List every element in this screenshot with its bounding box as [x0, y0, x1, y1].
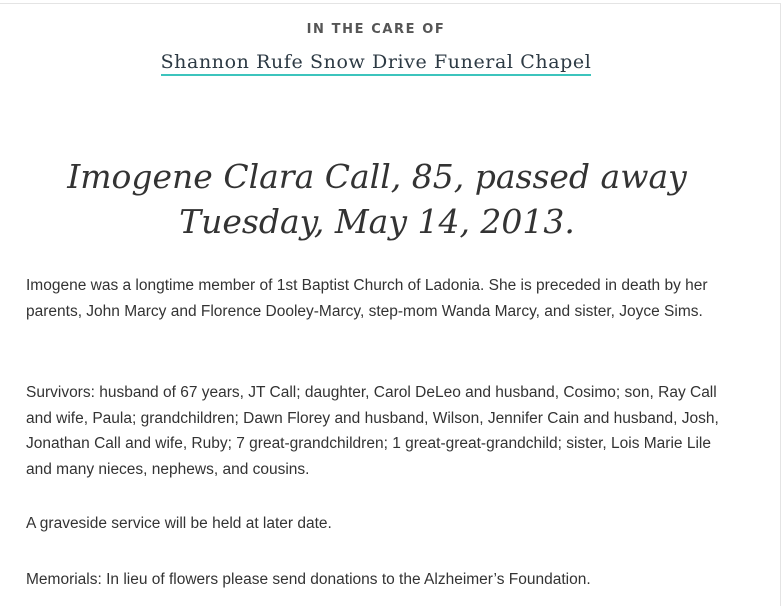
- obituary-paragraph-memorials: Memorials: In lieu of flowers please send donations to the Alzheimer’s Foundation.: [26, 571, 591, 588]
- obituary-paragraph-membership: Imogene was a longtime member of 1st Baptist Church of Ladonia. She is preceded in death by her parents, John Marcy and Florence Dooley-Marcy, step-mom Wanda Marcy, and sister, Joyce Sims.: [26, 277, 708, 320]
- chapel-link-container: [0, 51, 752, 76]
- care-label: IN THE CARE OF: [306, 22, 446, 37]
- obituary-paragraph-service: A graveside service will be held at later date.: [26, 515, 332, 532]
- chapel-link[interactable]: Shannon Rufe Snow Drive Funeral Chapel: [161, 51, 592, 76]
- top-divider: [0, 3, 781, 4]
- obituary-paragraph-survivors: Survivors: husband of 67 years, JT Call; daughter, Carol DeLeo and husband, Cosimo; son, Ray Call and wife, Paula; grandchildren; Dawn Florey and husband, Wilson, Jennifer Cain and husband, Josh, Jonathan Call and wife, Ruby; 7 great-grandchildren; 1 great-great-grandchild; sister, Lois Marie Lile and many nieces, nephews, and cousins.: [26, 384, 719, 478]
- obituary-headline: Imogene Clara Call, 85, passed away Tuesday, May 14, 2013.: [67, 157, 687, 241]
